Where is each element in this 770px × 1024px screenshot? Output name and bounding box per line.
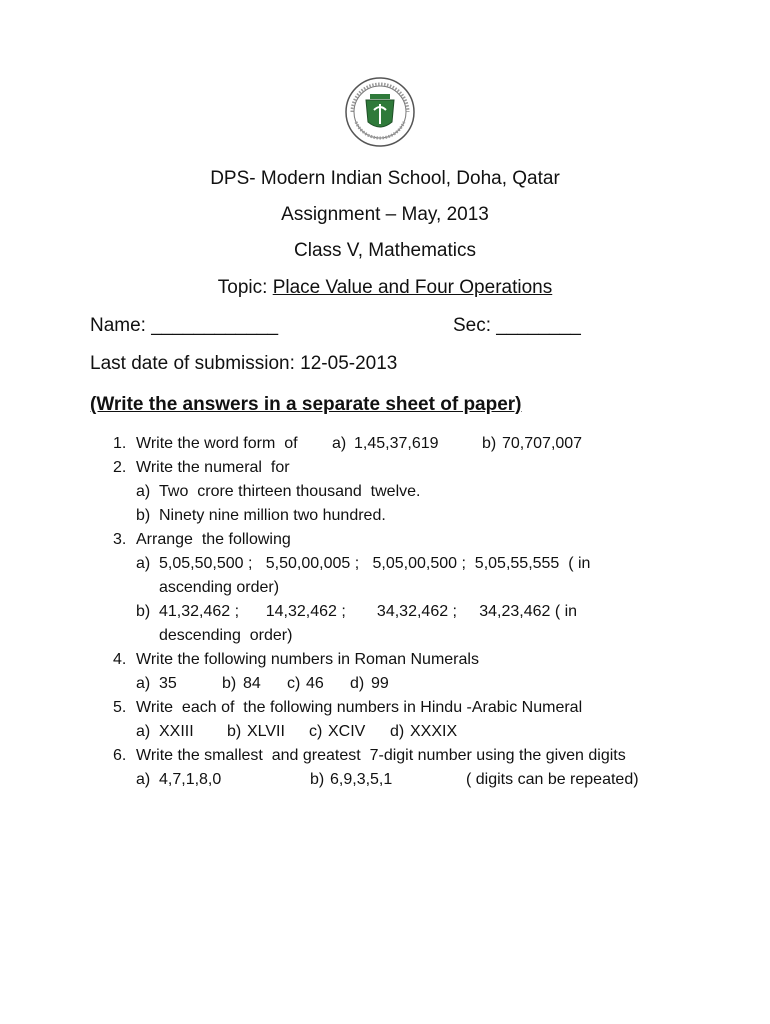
part-text: XCIV [328, 723, 366, 740]
part-text: 46 [306, 675, 324, 692]
part-label: a) [136, 675, 151, 692]
topic-line [0, 277, 770, 299]
part-label: b) [136, 603, 151, 620]
part-text: Ninety nine million two hundred. [159, 507, 386, 524]
question-text: Arrange the following [136, 531, 291, 548]
part-text: Two crore thirteen thousand twelve. [159, 483, 421, 500]
question-number: 1. [113, 435, 127, 452]
part-text: 35 [159, 675, 177, 692]
topic-label: Topic: [217, 277, 273, 298]
part-label: a) [136, 555, 151, 572]
question-text: Write the word form of [136, 435, 298, 452]
question-number: 6. [113, 747, 127, 764]
question-text: Write the following numbers in Roman Numerals [136, 651, 479, 668]
part-text: 5,05,50,500 ; 5,50,00,005 ; 5,05,00,500 ; 5,05,55,555 ( in [159, 555, 591, 572]
part-text-continued: descending order) [159, 627, 293, 644]
part-text: 6,9,3,5,1 [330, 771, 393, 788]
part-label: a) [136, 771, 151, 788]
part-label: b) [227, 723, 242, 740]
topic-value: Place Value and Four Operations [272, 277, 553, 298]
part-text: 1,45,37,619 [354, 435, 439, 452]
section-field: Sec: ________ [453, 315, 581, 336]
question-number: 3. [113, 531, 127, 548]
instruction-heading: (Write the answers in a separate sheet of paper) [90, 394, 522, 415]
part-label: a) [136, 483, 151, 500]
question-text: Write each of the following numbers in Hindu -Arabic Numeral [136, 699, 583, 716]
part-text: 84 [243, 675, 261, 692]
class-subject: Class V, Mathematics [294, 240, 476, 261]
question-number: 4. [113, 651, 127, 668]
part-text: 4,7,1,8,0 [159, 771, 222, 788]
part-text: 41,32,462 ; 14,32,462 ; 34,32,462 ; 34,23,462 ( in [159, 603, 578, 620]
part-label: c) [287, 675, 301, 692]
part-label: b) [222, 675, 237, 692]
part-label: a) [136, 723, 151, 740]
part-label: b) [136, 507, 151, 524]
part-label: d) [350, 675, 365, 692]
submission-date: Last date of submission: 12-05-2013 [90, 353, 398, 374]
question-number: 5. [113, 699, 127, 716]
question-text: Write the smallest and greatest 7-digit number using the given digits [136, 747, 626, 764]
part-text: 99 [371, 675, 389, 692]
school-name: DPS- Modern Indian School, Doha, Qatar [210, 168, 560, 189]
question-number: 2. [113, 459, 127, 476]
part-text: XXXIX [410, 723, 458, 740]
part-label: b) [482, 435, 497, 452]
part-text: XLVII [247, 723, 285, 740]
part-label: c) [309, 723, 323, 740]
question-text: Write the numeral for [136, 459, 290, 476]
assignment-title: Assignment – May, 2013 [281, 204, 489, 225]
part-text: 70,707,007 [502, 435, 583, 452]
question-note: ( digits can be repeated) [466, 771, 639, 788]
school-logo [344, 76, 416, 148]
part-label: d) [390, 723, 405, 740]
part-text-continued: ascending order) [159, 579, 280, 596]
part-label: b) [310, 771, 325, 788]
part-text: XXIII [159, 723, 194, 740]
name-field: Name: ____________ [90, 315, 279, 336]
part-label: a) [332, 435, 347, 452]
